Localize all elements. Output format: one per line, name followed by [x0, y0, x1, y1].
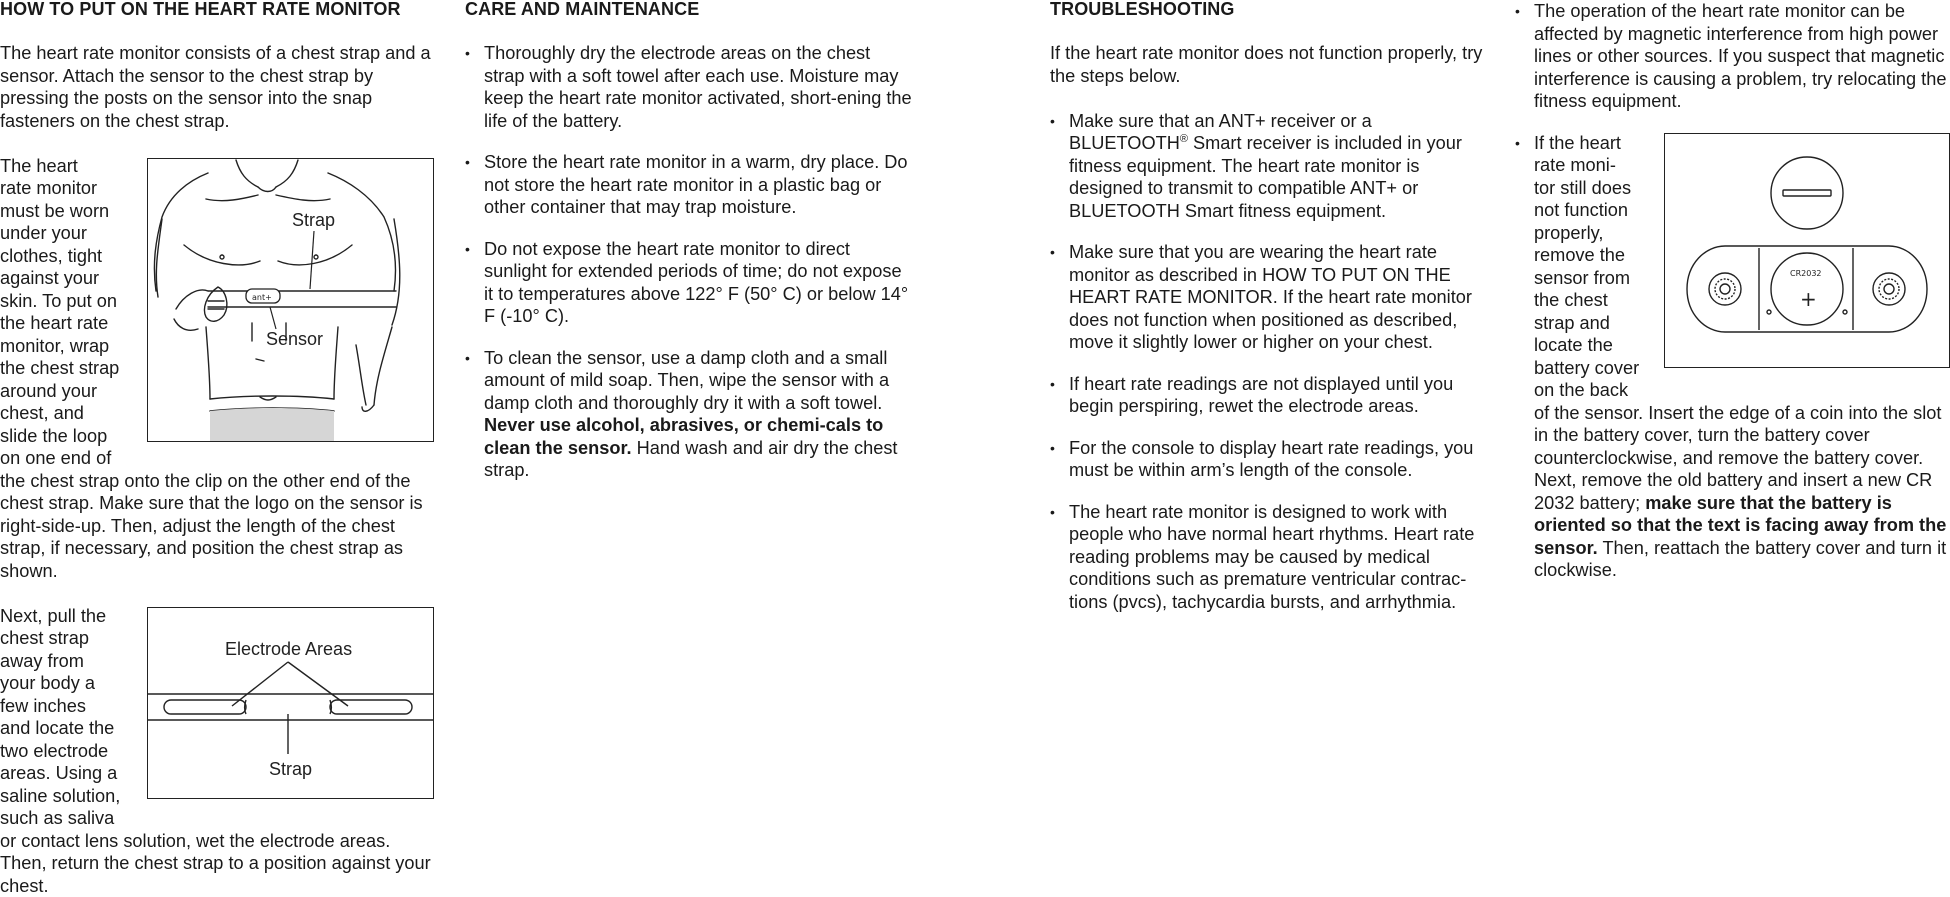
paragraph-continuation: the chest strap onto the clip on the other end of the chest strap. Make sure that the logo on the sensor is right-side-up. Then, adjust the length of the chest strap, if necessary, and position the chest strap as shown. — [0, 470, 432, 583]
electrode-area-left — [164, 700, 246, 714]
wrap-line: saline solution, — [0, 785, 432, 808]
wrap-line: locate the — [1534, 334, 1950, 357]
wrap-line: sensor from — [1534, 267, 1950, 290]
wrap-line: clothes, tight — [0, 245, 432, 268]
item-warning: Never use alcohol, abrasives, or chemi-cals to clean the sensor. — [484, 415, 883, 458]
strap-label: Strap — [292, 209, 335, 232]
chest-strap-figure — [147, 158, 434, 442]
battery-label: CR2032 — [1790, 269, 1822, 278]
list-item: • Do not expose the heart rate monitor to direct sunlight for extended periods of time; do not expose it to temperatures above 122° F (50° C) or below 14° F (-10° C). — [465, 238, 915, 328]
intro-paragraph: The heart rate monitor consists of a chest strap and a sensor. Attach the sensor to the chest strap by pressing the posts on the sensor into the snap fasteners on the chest strap. — [0, 42, 432, 132]
electrode-areas-figure — [147, 607, 434, 799]
section-heading: CARE AND MAINTENANCE — [465, 0, 915, 18]
wrap-line: against your — [0, 267, 432, 290]
item-warning: make sure that the battery is oriented so that the text is facing away from the sensor. — [1534, 493, 1946, 558]
wrap-line: not function — [1534, 199, 1950, 222]
wrap-line: under your — [0, 222, 432, 245]
item-text: Make sure that an ANT+ receiver or a BLUETOOTH — [1069, 111, 1372, 154]
wrap-line: on the back — [1534, 379, 1950, 402]
sensor-label: Sensor — [266, 328, 323, 351]
wrap-line: areas. Using a — [0, 762, 432, 785]
wrap-line: such as saliva — [0, 807, 432, 830]
strap-label: Strap — [269, 758, 312, 781]
wrap-line: skin. To put on — [0, 290, 432, 313]
battery-figure — [1664, 133, 1950, 368]
item-text: To clean the sensor, use a damp cloth and a small amount of mild soap. Then, wipe the sensor with a damp cloth and thoroughly dry it with a soft towel. — [484, 348, 889, 413]
wrap-line: slide the loop — [0, 425, 432, 448]
intro-paragraph: If the heart rate monitor does not function properly, try the steps below. — [1050, 42, 1490, 87]
wrap-line: the chest strap — [0, 357, 432, 380]
wrap-line: must be worn — [0, 200, 432, 223]
plus-sign: + — [1800, 287, 1817, 311]
item-text: Hand wash and air dry the chest strap. — [484, 438, 898, 481]
wrap-line: around your — [0, 380, 432, 403]
wrap-line: chest strap — [0, 627, 432, 650]
list-item — [1050, 110, 1490, 223]
registered-mark: ® — [1180, 133, 1188, 145]
list-item — [465, 347, 915, 482]
wrap-line: your body a — [0, 672, 432, 695]
wrap-line: the heart rate — [0, 312, 432, 335]
wrap-line: battery cover — [1534, 357, 1950, 380]
wrap-line: and locate the — [0, 717, 432, 740]
electrode-leader-right — [288, 662, 348, 706]
sensor-battery-illustration — [1665, 134, 1949, 367]
list-item: • Make sure that you are wearing the heart rate monitor as described in HOW TO PUT ON THE HEART RATE MONITOR. If the heart rate monitor does not function when positioned as described, move it slightly lower or higher on your chest. — [1050, 241, 1490, 354]
wrap-line: The heart — [0, 155, 432, 178]
item-text: of the sensor. Insert the edge of a coin into the slot in the battery cover, turn the battery cover counterclockwise, and remove the battery cover. Next, remove the old battery and insert a new CR 2032 battery; — [1534, 403, 1941, 513]
column-care-maintenance — [465, 0, 915, 501]
list-item: • Thoroughly dry the electrode areas on the chest strap with a soft towel after each use. Moisture may keep the heart rate monitor activated, short-ening the life of the battery. — [465, 42, 915, 132]
care-list — [465, 42, 915, 482]
electrode-areas-label: Electrode Areas — [225, 638, 352, 661]
wrap-line: monitor, wrap — [0, 335, 432, 358]
item-text: Smart receiver is included in your fitness equipment. The heart rate monitor is designed to transmit to compatible ANT+ or BLUETOOTH Smart fitness equipment. — [1069, 133, 1462, 221]
troubleshooting-list — [1050, 110, 1490, 614]
wrap-line: rate monitor — [0, 177, 432, 200]
list-item: • The operation of the heart rate monitor can be affected by magnetic interference from high power lines or other sources. If you suspect that magnetic interference is causing a problem, try relocating the fitness equipment. — [1515, 0, 1950, 113]
wrap-line: two electrode — [0, 740, 432, 763]
sensor-logo: ant+ — [252, 293, 272, 302]
sensor-leader-line — [270, 307, 276, 329]
paragraph-continuation: or contact lens solution, wet the electrode areas. Then, return the chest strap to a position against your chest. — [0, 830, 432, 897]
wrap-line: few inches — [0, 695, 432, 718]
battery-cover — [1771, 157, 1843, 229]
wrap-line: Next, pull the — [0, 605, 432, 628]
strap-leader-line — [310, 231, 314, 289]
wrap-line: the chest — [1534, 289, 1950, 312]
list-item: • If heart rate readings are not displayed until you begin perspiring, rewet the electrode areas. — [1050, 373, 1490, 418]
item-text: Then, reattach the battery cover and turn it clockwise. — [1534, 538, 1946, 581]
section-heading: HOW TO PUT ON THE HEART RATE MONITOR — [0, 0, 432, 18]
wrap-line: chest, and — [0, 402, 432, 425]
list-item: • The heart rate monitor is designed to work with people who have normal heart rhythms. Heart rate reading problems may be caused by medical conditions such as premature ventricular contrac-tions (pvcs), tachycardia bursts, and arrhythmia. — [1050, 501, 1490, 614]
waistband-shading — [210, 408, 334, 441]
wrap-line: properly, — [1534, 222, 1950, 245]
section-heading: TROUBLESHOOTING — [1050, 0, 1490, 18]
wrap-line: away from — [0, 650, 432, 673]
list-item: • For the console to display heart rate readings, you must be within arm’s length of the console. — [1050, 437, 1490, 482]
wrap-line: • If the heart — [1534, 132, 1950, 155]
wrap-line: on one end of — [0, 447, 432, 470]
electrode-leader-left — [232, 662, 288, 706]
wrap-line: rate moni- — [1534, 154, 1950, 177]
column-troubleshooting — [1050, 0, 1490, 632]
list-item: • Store the heart rate monitor in a warm, dry place. Do not store the heart rate monitor in a plastic bag or other container that may trap moisture. — [465, 151, 915, 219]
wrap-line: tor still does — [1534, 177, 1950, 200]
torso-illustration — [148, 159, 433, 441]
wrap-line: remove the — [1534, 244, 1950, 267]
wrap-line: strap and — [1534, 312, 1950, 335]
